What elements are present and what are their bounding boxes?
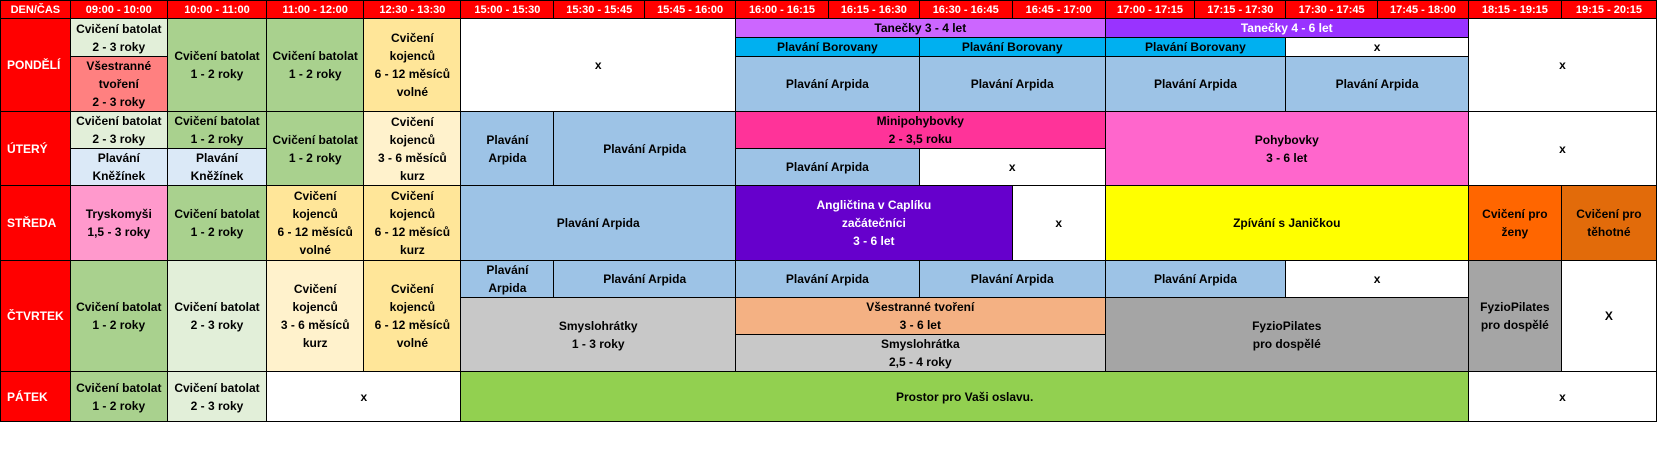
activity-cell: Plavání Borovany — [919, 38, 1105, 57]
header-slot: 10:00 - 11:00 — [167, 1, 266, 19]
activity-cell: FyzioPilates pro dospělé — [1468, 261, 1561, 372]
header-slot: 18:15 - 19:15 — [1468, 1, 1561, 19]
empty-slot: x — [1468, 19, 1656, 112]
activity-cell: Plavání Arpida — [554, 261, 736, 298]
header-slot: 17:15 - 17:30 — [1195, 1, 1286, 19]
activity-cell: Cvičení batolat 2 - 3 roky — [70, 112, 167, 149]
activity-cell: Smyslohrátky 1 - 3 roky — [461, 298, 736, 372]
activity-cell: Angličtina v Caplíku začátečníci 3 - 6 let — [736, 186, 1013, 261]
monday-row-1 — [1, 19, 1657, 38]
wednesday-row-1 — [1, 186, 1657, 261]
activity-cell: Plavání Borovany — [1105, 38, 1286, 57]
day-label-wednesday: STŘEDA — [1, 186, 71, 261]
activity-cell: Plavání Kněžínek — [70, 149, 167, 186]
empty-slot: x — [1286, 38, 1469, 57]
activity-cell: Plavání Arpida — [736, 261, 920, 298]
activity-cell: Plavání Arpida — [736, 57, 920, 112]
activity-cell: Všestranné tvoření 3 - 6 let — [736, 298, 1106, 335]
header-slot: 17:30 - 17:45 — [1286, 1, 1378, 19]
tuesday-row-1 — [1, 112, 1657, 131]
empty-slot: x — [919, 149, 1105, 186]
activity-cell: Pohybovky 3 - 6 let — [1105, 112, 1468, 186]
header-corner: DEN/ČAS — [1, 1, 71, 19]
header-row — [1, 1, 1657, 19]
activity-cell: Cvičení batolat 1 - 2 roky — [167, 19, 266, 112]
empty-slot: X — [1561, 261, 1656, 372]
activity-cell: Plavání Arpida — [919, 57, 1105, 112]
empty-slot: x — [1468, 372, 1656, 422]
activity-cell: Cvičení kojenců 6 - 12 měsíců volné — [364, 19, 461, 112]
activity-cell: Cvičení kojenců 6 - 12 měsíců kurz — [364, 186, 461, 261]
activity-cell: Cvičení kojenců 3 - 6 měsíců kurz — [267, 261, 364, 372]
activity-cell: Cvičení kojenců 6 - 12 měsíců volné — [364, 261, 461, 372]
activity-cell: Plavání Arpida — [554, 112, 736, 186]
header-slot: 12:30 - 13:30 — [364, 1, 461, 19]
empty-slot: x — [267, 372, 461, 422]
activity-cell: Minipohybovky 2 - 3,5 roku — [736, 112, 1106, 149]
activity-cell: Cvičení kojenců 6 - 12 měsíců volné — [267, 186, 364, 261]
activity-cell: Plavání Arpida — [919, 261, 1105, 298]
activity-cell: Smyslohrátka 2,5 - 4 roky — [736, 335, 1106, 372]
activity-cell: Cvičení batolat 2 - 3 roky — [167, 372, 266, 422]
header-slot: 15:30 - 15:45 — [554, 1, 645, 19]
header-slot: 15:45 - 16:00 — [645, 1, 736, 19]
activity-cell: Plavání Arpida — [461, 261, 554, 298]
activity-cell: Cvičení pro ženy — [1468, 186, 1561, 261]
header-slot: 17:00 - 17:15 — [1105, 1, 1195, 19]
thursday-row-1 — [1, 261, 1657, 280]
activity-cell: Plavání Arpida — [461, 186, 736, 261]
activity-cell: Plavání Arpida — [1105, 57, 1286, 112]
header-slot: 11:00 - 12:00 — [267, 1, 364, 19]
activity-cell: Tryskomyši 1,5 - 3 roky — [70, 186, 167, 261]
empty-slot: x — [1012, 186, 1105, 261]
activity-cell: Plavání Arpida — [1105, 261, 1286, 298]
activity-cell: Plavání Arpida — [736, 149, 920, 186]
activity-cell: Cvičení batolat 1 - 2 roky — [70, 261, 167, 372]
activity-cell: Cvičení batolat 1 - 2 roky — [70, 372, 167, 422]
activity-cell: Plavání Arpida — [1286, 57, 1469, 112]
activity-cell: FyzioPilates pro dospělé — [1105, 298, 1468, 372]
day-label-thursday: ČTVRTEK — [1, 261, 71, 372]
activity-cell: Cvičení kojenců 3 - 6 měsíců kurz — [364, 112, 461, 186]
activity-cell: Zpívání s Janičkou — [1105, 186, 1468, 261]
day-label-monday: PONDĚLÍ — [1, 19, 71, 112]
header-slot: 09:00 - 10:00 — [70, 1, 167, 19]
day-label-tuesday: ÚTERÝ — [1, 112, 71, 186]
day-label-friday: PÁTEK — [1, 372, 71, 422]
activity-cell: Plavání Kněžínek — [167, 149, 266, 186]
activity-cell: Plavání Arpida — [461, 112, 554, 186]
header-slot: 19:15 - 20:15 — [1561, 1, 1656, 19]
activity-cell: Prostor pro Vaši oslavu. — [461, 372, 1468, 422]
activity-cell: Tanečky 3 - 4 let — [736, 19, 1106, 38]
activity-cell: Cvičení batolat 1 - 2 roky — [267, 19, 364, 112]
friday-row-1 — [1, 372, 1657, 422]
empty-slot: x — [461, 19, 736, 112]
activity-cell: Tanečky 4 - 6 let — [1105, 19, 1468, 38]
activity-cell: Cvičení pro těhotné — [1561, 186, 1656, 261]
activity-cell: Cvičení batolat 2 - 3 roky — [167, 261, 266, 372]
header-slot: 17:45 - 18:00 — [1378, 1, 1469, 19]
activity-cell: Cvičení batolat 1 - 2 roky — [167, 112, 266, 149]
activity-cell: Plavání Borovany — [736, 38, 920, 57]
activity-cell: Cvičení batolat 1 - 2 roky — [167, 186, 266, 261]
activity-cell: Všestranné tvoření 2 - 3 roky — [70, 57, 167, 112]
header-slot: 16:15 - 16:30 — [828, 1, 919, 19]
empty-slot: x — [1286, 261, 1469, 298]
header-slot: 15:00 - 15:30 — [461, 1, 554, 19]
empty-slot: x — [1468, 112, 1656, 186]
activity-cell: Cvičení batolat 2 - 3 roky — [70, 19, 167, 57]
activity-cell: Cvičení batolat 1 - 2 roky — [267, 112, 364, 186]
header-slot: 16:00 - 16:15 — [736, 1, 829, 19]
header-slot: 16:30 - 16:45 — [919, 1, 1012, 19]
header-slot: 16:45 - 17:00 — [1012, 1, 1105, 19]
